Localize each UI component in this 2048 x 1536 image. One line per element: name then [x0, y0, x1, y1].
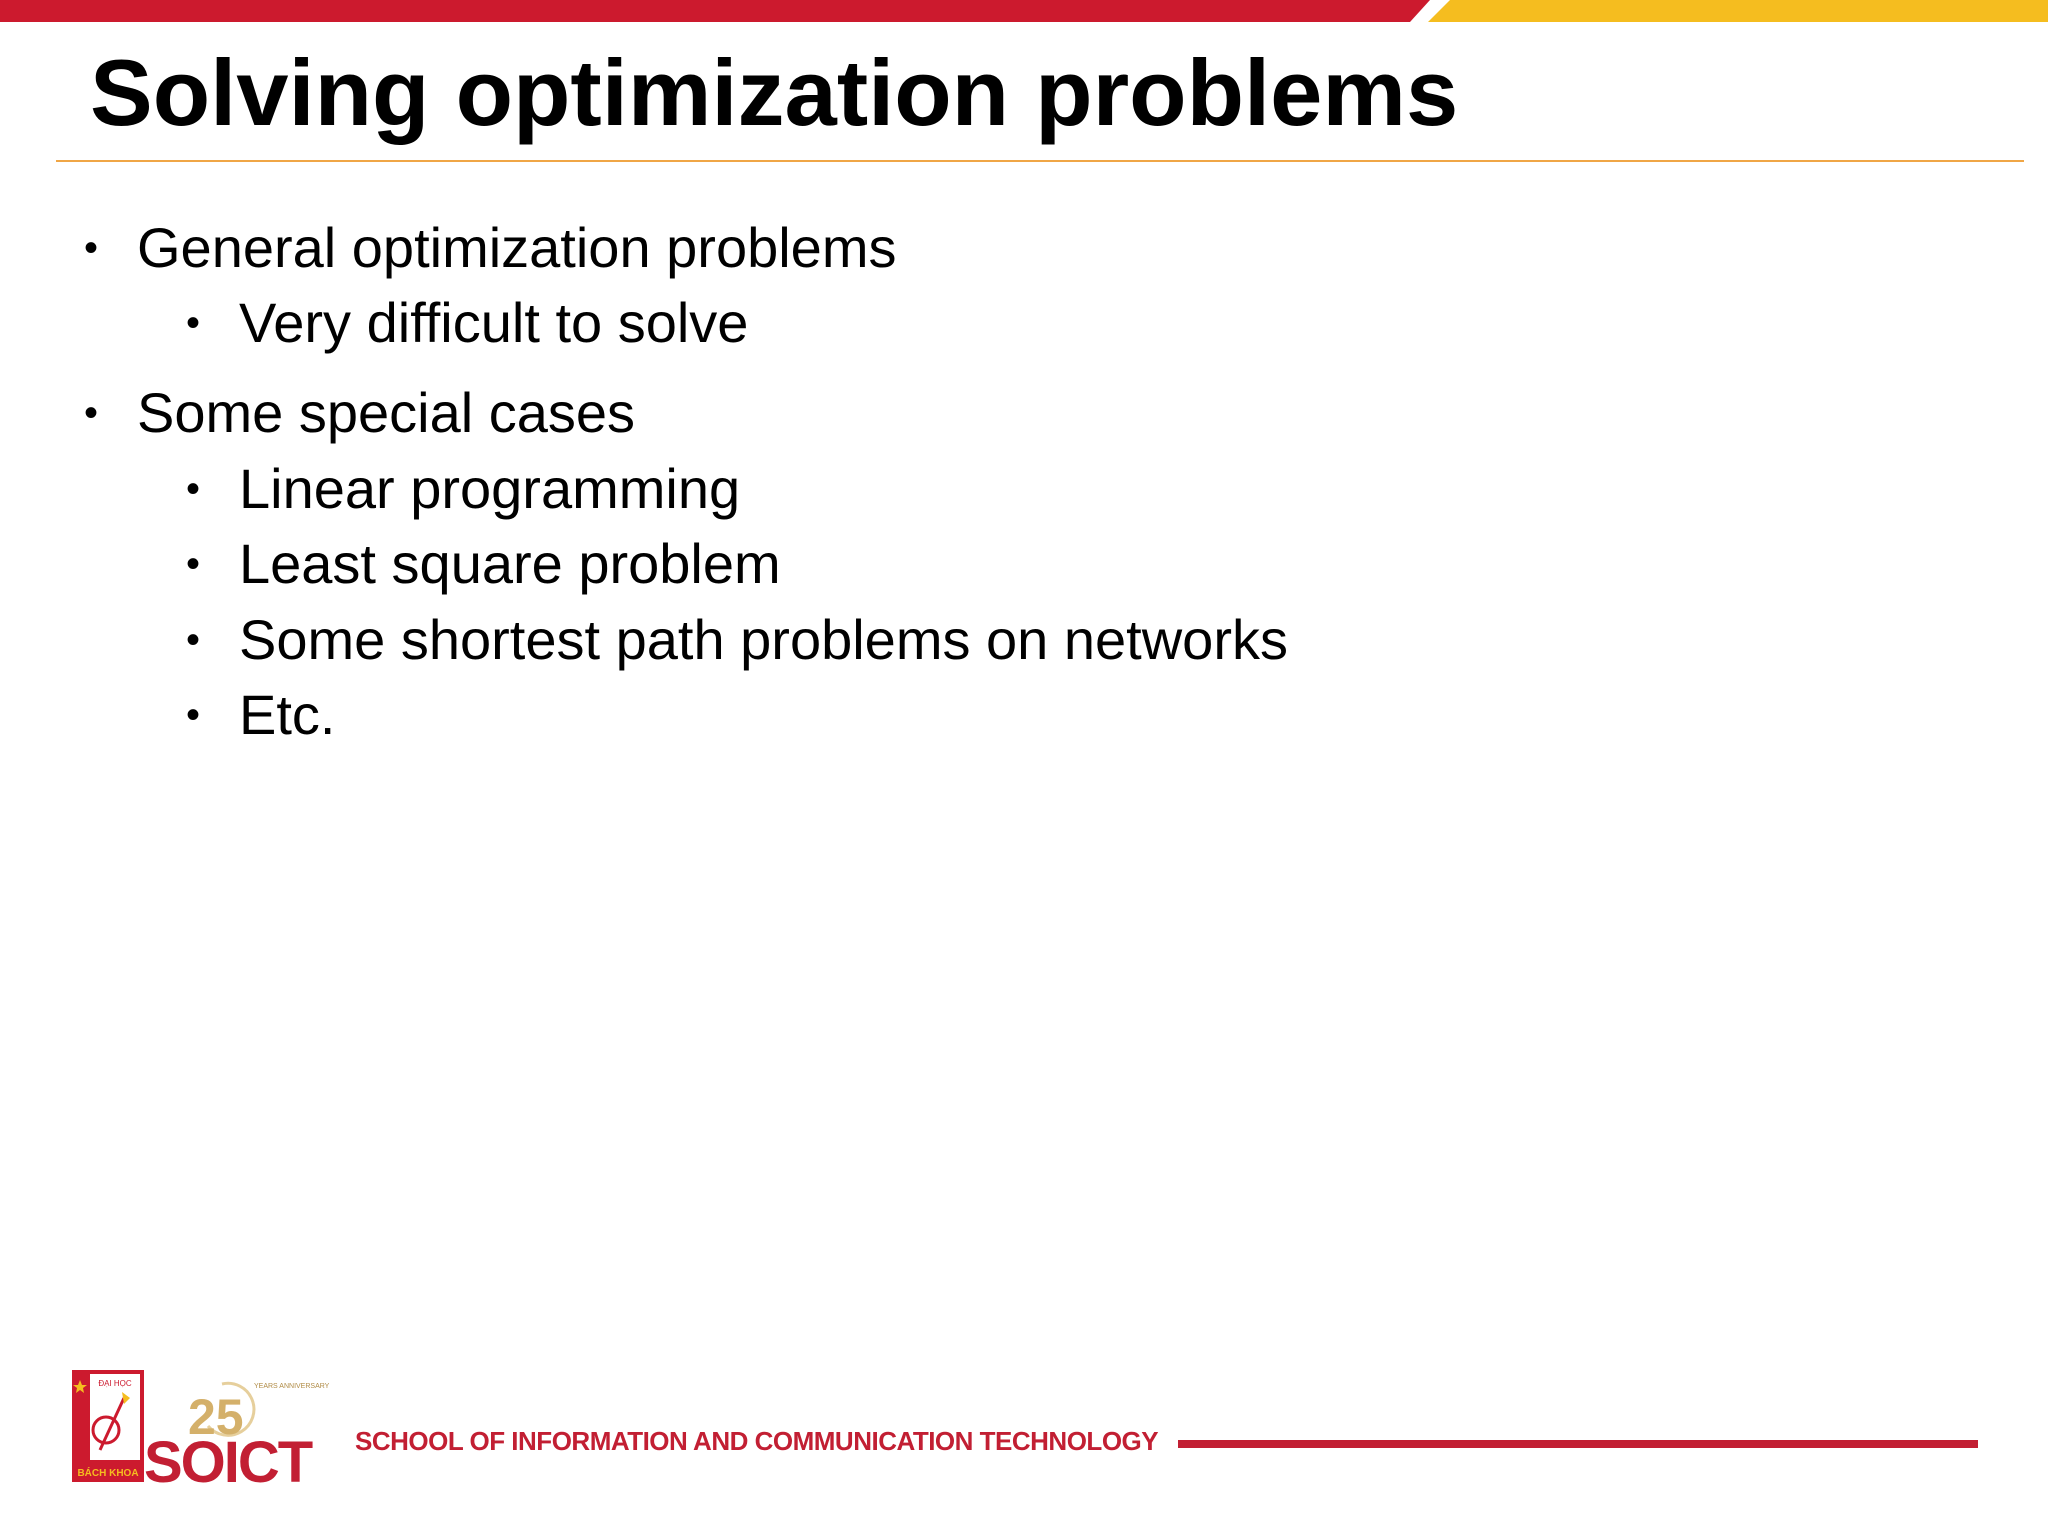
bullet-text: Linear programming [239, 457, 741, 520]
bullet-dot: • [186, 693, 201, 737]
bullet-text: Some special cases [137, 381, 636, 444]
svg-text:SOICT: SOICT [144, 1430, 312, 1486]
svg-text:BÁCH KHOA: BÁCH KHOA [77, 1468, 139, 1479]
bullet-text: General optimization problems [137, 216, 897, 279]
footer [0, 1360, 2048, 1500]
bullet-text: Least square problem [239, 532, 781, 595]
bullet-text: Some shortest path problems on networks [239, 608, 1288, 671]
bullet-dot: • [186, 301, 201, 345]
bullet-text: Etc. [239, 683, 336, 746]
soict-25-years-logo [144, 1366, 334, 1486]
bullet-dot: • [186, 542, 201, 586]
bach-khoa-logo [72, 1370, 144, 1482]
svg-text:25: 25 [188, 1389, 244, 1445]
bullet-dot: • [186, 467, 201, 511]
footer-divider [1178, 1440, 1978, 1448]
bullet-dot: • [84, 391, 99, 435]
slide-title: Solving optimization problems [90, 40, 1459, 145]
svg-text:YEARS ANNIVERSARY: YEARS ANNIVERSARY [254, 1383, 330, 1390]
school-name: SCHOOL OF INFORMATION AND COMMUNICATION TECHNOLOGY [355, 1426, 1159, 1456]
bullet-text: Very difficult to solve [239, 291, 749, 354]
bullet-dot: • [186, 618, 201, 662]
bullet-dot: • [84, 226, 99, 270]
svg-text:ĐẠI HỌC: ĐẠI HỌC [98, 1379, 132, 1388]
